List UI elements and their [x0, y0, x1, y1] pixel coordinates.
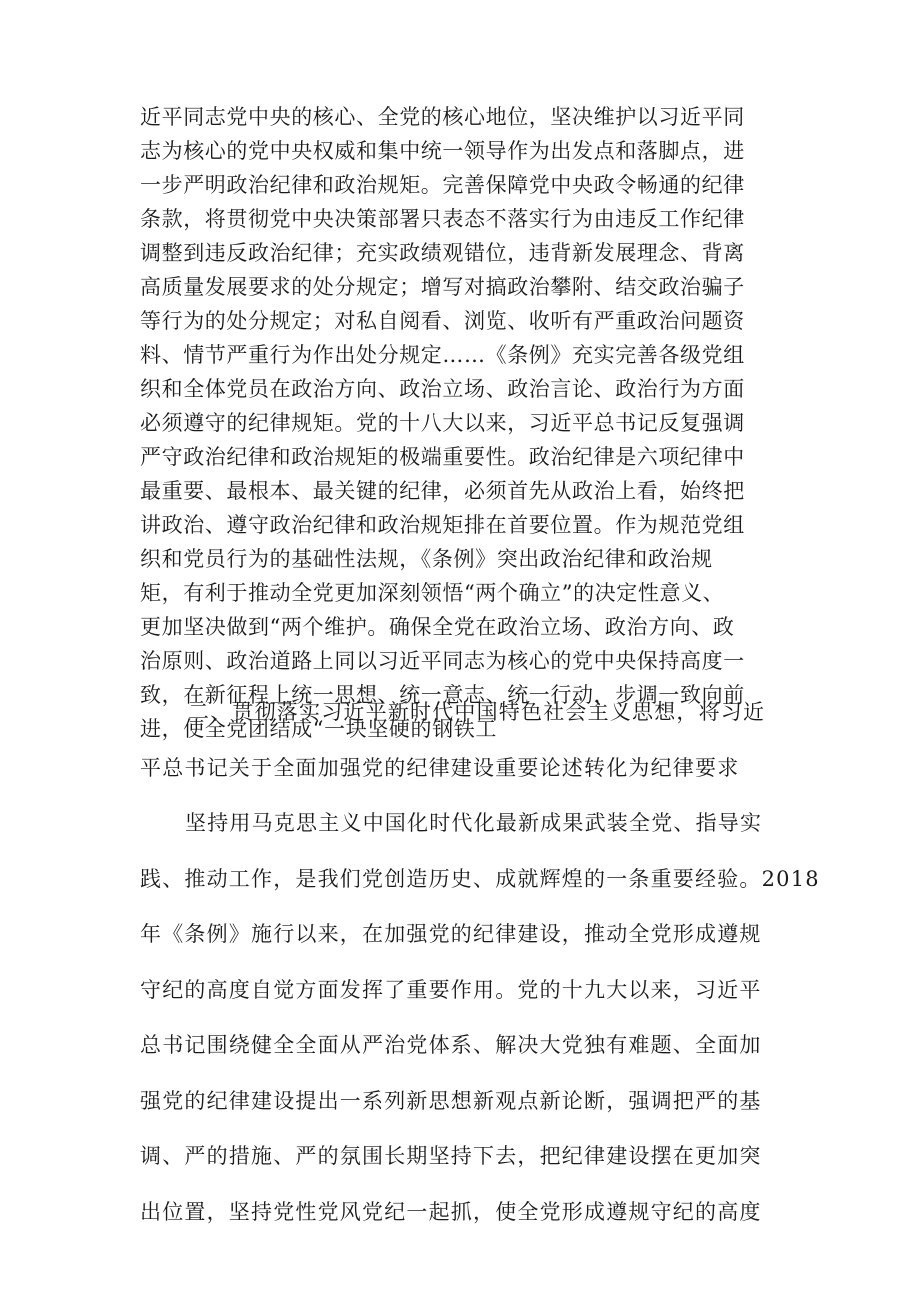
text-line: 践、推动工作，是我们党创造历史、成就辉煌的一条重要经验。2018: [140, 866, 820, 891]
section-heading: [140, 684, 800, 796]
text-line: 料、情节严重行为作出处分规定……《条例》充实完善各级党组: [140, 343, 745, 367]
text-line: 总书记围绕健全全面从严治党体系、解决大党独有难题、全面加: [140, 1033, 762, 1057]
heading-line: 二、贯彻落实习近平新时代中国特色社会主义思想，将习近: [188, 700, 766, 724]
paragraph-continued: [140, 100, 788, 746]
text-line: 强党的纪律建设提出一系列新思想新观点新论断，强调把严的基: [140, 1088, 762, 1113]
text-line: 织和全体党员在政治方向、政治立场、政治言论、政治行为方面: [140, 377, 745, 401]
text-line: 矩，有利于推动全党更加深刻领悟“两个确立”的决定性意义、: [140, 581, 725, 605]
text-line: 严守政治纪律和政治规矩的极端重要性。政治纪律是六项纪律中: [140, 445, 745, 469]
text-line: 调、严的措施、严的氛围长期坚持下去，把纪律建设摆在更加突: [140, 1144, 762, 1168]
text-line: 必须遵守的纪律规矩。党的十八大以来，习近平总书记反复强调: [140, 411, 745, 435]
text-line: 志为核心的党中央权威和集中统一领导作为出发点和落脚点，进: [140, 139, 745, 163]
text-line: 一步严明政治纪律和政治规矩。完善保障党中央政令畅通的纪律: [140, 173, 745, 197]
text-line: 条款，将贯彻党中央决策部署只表态不落实行为由违反工作纪律: [140, 207, 745, 231]
paragraph-next: [140, 796, 820, 1240]
text-line: 进，使全党团结成“一块坚硬的钢铁工: [140, 717, 497, 741]
text-line: 近平同志党中央的核心、全党的核心地位，坚决维护以习近平同: [140, 105, 745, 129]
text-line: 治原则、政治道路上同以习近平同志为核心的党中央保持高度一: [140, 649, 745, 673]
text-line: 更加坚决做到“两个维护。确保全党在政治立场、政治方向、政: [140, 615, 735, 639]
heading-line: 平总书记关于全面加强党的纪律建设重要论述转化为纪律要求: [140, 756, 740, 780]
text-line: 致，在新征程上统一思想、统一意志、统一行动，步调一致向前: [140, 683, 745, 707]
text-line: 出位置，坚持党性党风党纪一起抓，使全党形成遵规守纪的高度: [140, 1199, 762, 1224]
text-line: 守纪的高度自觉方面发挥了重要作用。党的十九大以来，习近平: [140, 977, 762, 1002]
text-line: 最重要、最根本、最关键的纪律，必须首先从政治上看，始终把: [140, 479, 745, 503]
text-line: 年《条例》施行以来，在加强党的纪律建设，推动全党形成遵规: [140, 922, 762, 946]
text-line: 等行为的处分规定；对私自阅看、浏览、收听有严重政治问题资: [140, 309, 745, 333]
text-line: 坚持用马克思主义中国化时代化最新成果武装全党、指导实: [185, 811, 763, 835]
text-line: 高质量发展要求的处分规定；增写对搞政治攀附、结交政治骗子: [140, 275, 745, 299]
text-line: 讲政治、遵守政治纪律和政治规矩排在首要位置。作为规范党组: [140, 513, 745, 537]
text-line: 调整到违反政治纪律；充实政绩观错位，违背新发展理念、背离: [140, 241, 745, 265]
text-line: 织和党员行为的基础性法规，《条例》突出政治纪律和政治规: [140, 547, 713, 571]
